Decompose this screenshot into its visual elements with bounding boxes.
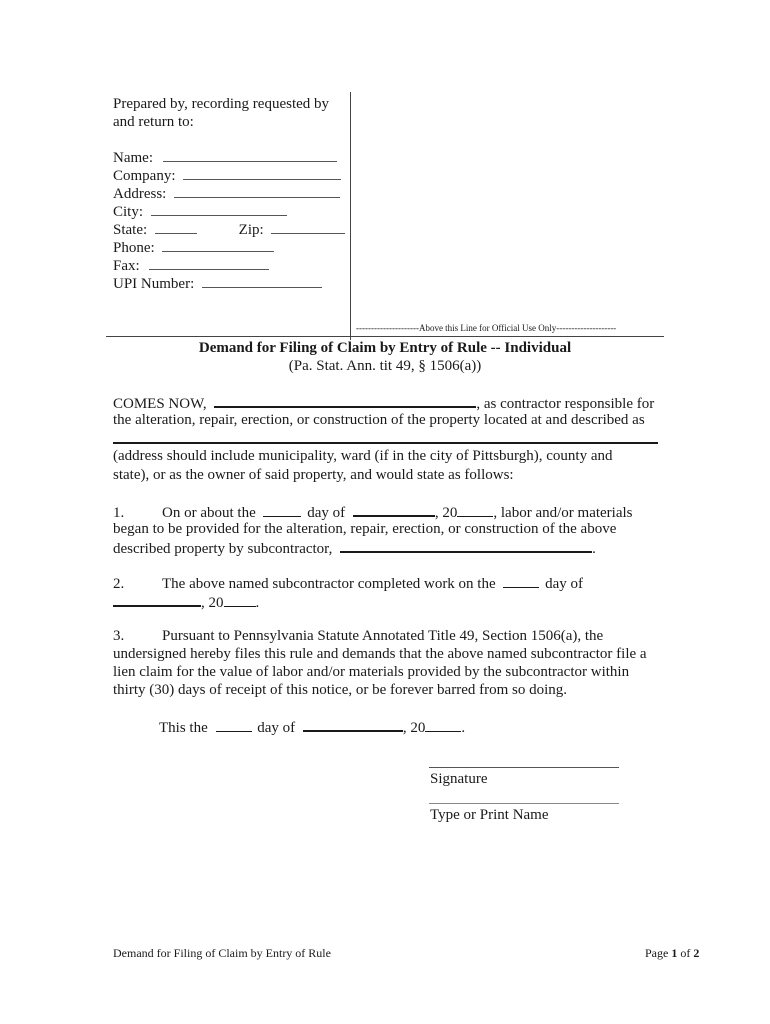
paragraph-1-line3 xyxy=(113,538,596,558)
comes-now-line2: the alteration, repair, erection, or construction of the property located at and described as xyxy=(113,412,645,428)
date-text-a: This the xyxy=(159,720,208,736)
date-day-field[interactable] xyxy=(216,718,252,732)
date-month-field[interactable] xyxy=(303,717,403,732)
address-row xyxy=(113,184,340,203)
state-label: State: xyxy=(113,222,148,238)
p2-text-c: , 20 xyxy=(201,595,224,611)
p1-text-a: On or about the xyxy=(162,505,256,521)
document-title: Demand for Filing of Claim by Entry of Rule -- Individual xyxy=(198,340,572,356)
company-row xyxy=(113,166,341,185)
address-note-line1: (address should include municipality, ward (if in the city of Pittsburgh), county and xyxy=(113,448,613,464)
subcontractor-name-field[interactable] xyxy=(340,538,592,553)
page-total: 2 xyxy=(693,946,700,960)
paragraph-1-number: 1. xyxy=(113,505,125,521)
fax-label: Fax: xyxy=(113,258,140,274)
signature-line[interactable] xyxy=(429,767,619,768)
paragraph-3-line4: thirty (30) days of receipt of this notice, or be forever barred from so doing. xyxy=(113,682,568,698)
p1-text-c: , 20 xyxy=(434,505,458,521)
p1-month-field[interactable] xyxy=(353,502,435,517)
phone-label: Phone: xyxy=(113,240,155,256)
prepared-by-line2: and return to: xyxy=(113,114,194,130)
address-label: Address: xyxy=(113,186,167,202)
p1-line3-text: described property by subcontractor, xyxy=(113,541,333,557)
name-field[interactable] xyxy=(163,148,337,162)
state-field[interactable] xyxy=(155,220,197,234)
state-zip-row xyxy=(113,220,345,239)
header-vertical-divider xyxy=(350,92,351,340)
paragraph-3-line2: undersigned hereby files this rule and demands that the above named subcontractor file a xyxy=(113,646,647,662)
statute-citation: (Pa. Stat. Ann. tit 49, § 1506(a)) xyxy=(288,358,482,374)
header-horizontal-divider xyxy=(106,336,664,337)
zip-label: Zip: xyxy=(238,222,264,238)
p2-day-field[interactable] xyxy=(503,574,539,588)
city-field[interactable] xyxy=(151,202,287,216)
p2-year-field[interactable] xyxy=(224,593,256,607)
phone-field[interactable] xyxy=(162,238,274,252)
city-label: City: xyxy=(113,204,144,220)
date-text-b: day of xyxy=(257,720,296,736)
p3-line1-text: Pursuant to Pennsylvania Statute Annotated Title 49, Section 1506(a), the xyxy=(162,628,604,644)
p1-text-d: , labor and/or materials xyxy=(493,505,633,521)
print-name-label: Type or Print Name xyxy=(430,807,549,823)
company-label: Company: xyxy=(113,168,176,184)
page-prefix: Page xyxy=(645,946,672,960)
paragraph-2-line1 xyxy=(113,574,583,593)
upi-field[interactable] xyxy=(202,274,322,288)
page-current: 1 xyxy=(671,946,678,960)
comes-now-tail: , as contractor responsible for xyxy=(476,396,655,412)
paragraph-1-line1 xyxy=(113,502,633,522)
comes-now-line xyxy=(113,393,654,413)
fax-field[interactable] xyxy=(149,256,269,270)
phone-row xyxy=(113,238,274,257)
print-name-line[interactable] xyxy=(429,803,619,804)
p1-end: . xyxy=(592,541,596,557)
address-field[interactable] xyxy=(174,184,340,198)
paragraph-3-line3: lien claim for the value of labor and/or materials provided by the subcontractor within xyxy=(113,664,630,680)
p2-text-a: The above named subcontractor completed work on the xyxy=(162,576,496,592)
paragraph-2-number: 2. xyxy=(113,576,125,592)
paragraph-2-line2 xyxy=(113,592,259,612)
p2-text-b: day of xyxy=(545,576,584,592)
city-row xyxy=(113,202,287,221)
date-text-c: , 20 xyxy=(402,720,426,736)
prepared-by-line1: Prepared by, recording requested by xyxy=(113,96,330,112)
paragraph-3-line1 xyxy=(113,627,603,645)
name-label: Name: xyxy=(113,150,153,166)
upi-label: UPI Number: xyxy=(113,276,195,292)
page-number xyxy=(645,946,699,960)
zip-field[interactable] xyxy=(271,220,345,234)
p2-month-field[interactable] xyxy=(113,592,201,607)
paragraph-3-number: 3. xyxy=(113,628,125,644)
date-year-field[interactable] xyxy=(425,718,461,732)
page-of: of xyxy=(677,946,694,960)
upi-row xyxy=(113,274,322,293)
p1-text-b: day of xyxy=(307,505,346,521)
company-field[interactable] xyxy=(183,166,341,180)
address-note-line2: state), or as the owner of said property, and would state as follows: xyxy=(113,467,514,483)
fax-row xyxy=(113,256,269,275)
comes-now-label: COMES NOW, xyxy=(113,396,207,412)
footer-title: Demand for Filing of Claim by Entry of Rule xyxy=(113,946,331,960)
p1-day-field[interactable] xyxy=(263,503,301,517)
name-row xyxy=(113,148,337,167)
date-line xyxy=(159,717,465,737)
p2-end: . xyxy=(255,595,260,611)
signature-label: Signature xyxy=(430,771,488,787)
contractor-name-field[interactable] xyxy=(214,393,476,408)
date-end: . xyxy=(461,720,466,736)
official-use-note: ---------------------Above this Line for Official Use Only-------------------- xyxy=(356,323,617,333)
paragraph-1-line2: began to be provided for the alteration, repair, erection, or construction of the above xyxy=(113,521,617,537)
property-address-field[interactable] xyxy=(113,442,658,444)
p1-year-field[interactable] xyxy=(457,503,493,517)
